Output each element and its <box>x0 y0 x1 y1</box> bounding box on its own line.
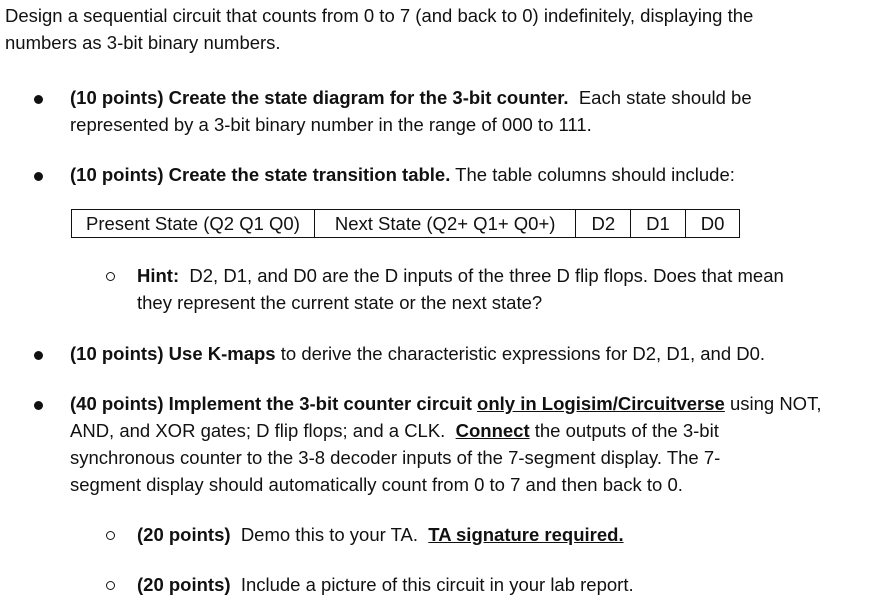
column-d2: D2 <box>576 210 631 238</box>
sub-bullet-icon <box>106 272 115 281</box>
task-implement-line-2-pre: AND, and XOR gates; D flip flops; and a CLK. <box>70 420 446 441</box>
intro-line-1: Design a sequential circuit that counts from 0 to 7 (and back to 0) indefinitely, displaying the <box>5 5 754 26</box>
task-state-diagram-heading: (10 points) Create the state diagram for the 3-bit counter. <box>70 87 569 108</box>
task-kmaps-heading: (10 points) Use K-maps <box>70 343 276 364</box>
column-next-state: Next State (Q2+ Q1+ Q0+) <box>314 210 576 238</box>
hint-note <box>137 262 862 316</box>
task-implement-line-3: synchronous counter to the 3-8 decoder inputs of the 7-segment display. The 7- <box>70 447 721 468</box>
bullet-icon <box>34 351 43 360</box>
task-kmaps <box>70 340 865 367</box>
bullet-icon <box>34 401 43 410</box>
sub-bullet-icon <box>106 531 115 540</box>
intro-line-2: numbers as 3-bit binary numbers. <box>5 32 281 53</box>
intro-paragraph <box>5 2 865 56</box>
task-state-diagram <box>70 84 865 138</box>
task-implement-connect: Connect <box>455 420 530 441</box>
task-demo-points: (20 points) <box>137 524 231 545</box>
column-present-state: Present State (Q2 Q1 Q0) <box>72 210 315 238</box>
table-header-row <box>72 210 740 238</box>
task-implement-line-4: segment display should automatically count from 0 to 7 and then back to 0. <box>70 474 683 495</box>
hint-text: D2, D1, and D0 are the D inputs of the three D flip flops. Does that mean <box>189 265 784 286</box>
task-demo-signature: TA signature required. <box>428 524 624 545</box>
column-d1: D1 <box>631 210 686 238</box>
task-implement-circuit <box>70 390 865 498</box>
task-picture-points: (20 points) <box>137 574 231 595</box>
task-implement-line-2-post: the outputs of the 3-bit <box>534 420 719 441</box>
hint-line-2: they represent the current state or the next state? <box>137 292 543 313</box>
bullet-icon <box>34 172 43 181</box>
sub-bullet-icon <box>106 581 115 590</box>
hint-label: Hint: <box>137 265 180 286</box>
task-state-diagram-text: Each state should be <box>578 87 752 108</box>
task-state-diagram-line-2: represented by a 3-bit binary number in the range of 000 to 111. <box>70 114 592 135</box>
task-implement-heading: (40 points) Implement the 3-bit counter circuit <box>70 393 472 414</box>
task-implement-text: using NOT, <box>729 393 822 414</box>
task-picture-text: Include a picture of this circuit in your lab report. <box>240 574 634 595</box>
task-picture <box>137 571 862 598</box>
task-transition-table <box>70 161 865 188</box>
transition-table-columns <box>71 209 740 238</box>
task-transition-table-heading: (10 points) Create the state transition table. <box>70 164 451 185</box>
task-implement-tool: only in Logisim/Circuitverse <box>477 393 725 414</box>
task-kmaps-text: to derive the characteristic expressions for D2, D1, and D0. <box>280 343 766 364</box>
task-demo <box>137 521 862 548</box>
column-d0: D0 <box>685 210 740 238</box>
task-transition-table-text: The table columns should include: <box>455 164 735 185</box>
task-demo-text: Demo this to your TA. <box>240 524 418 545</box>
bullet-icon <box>34 95 43 104</box>
